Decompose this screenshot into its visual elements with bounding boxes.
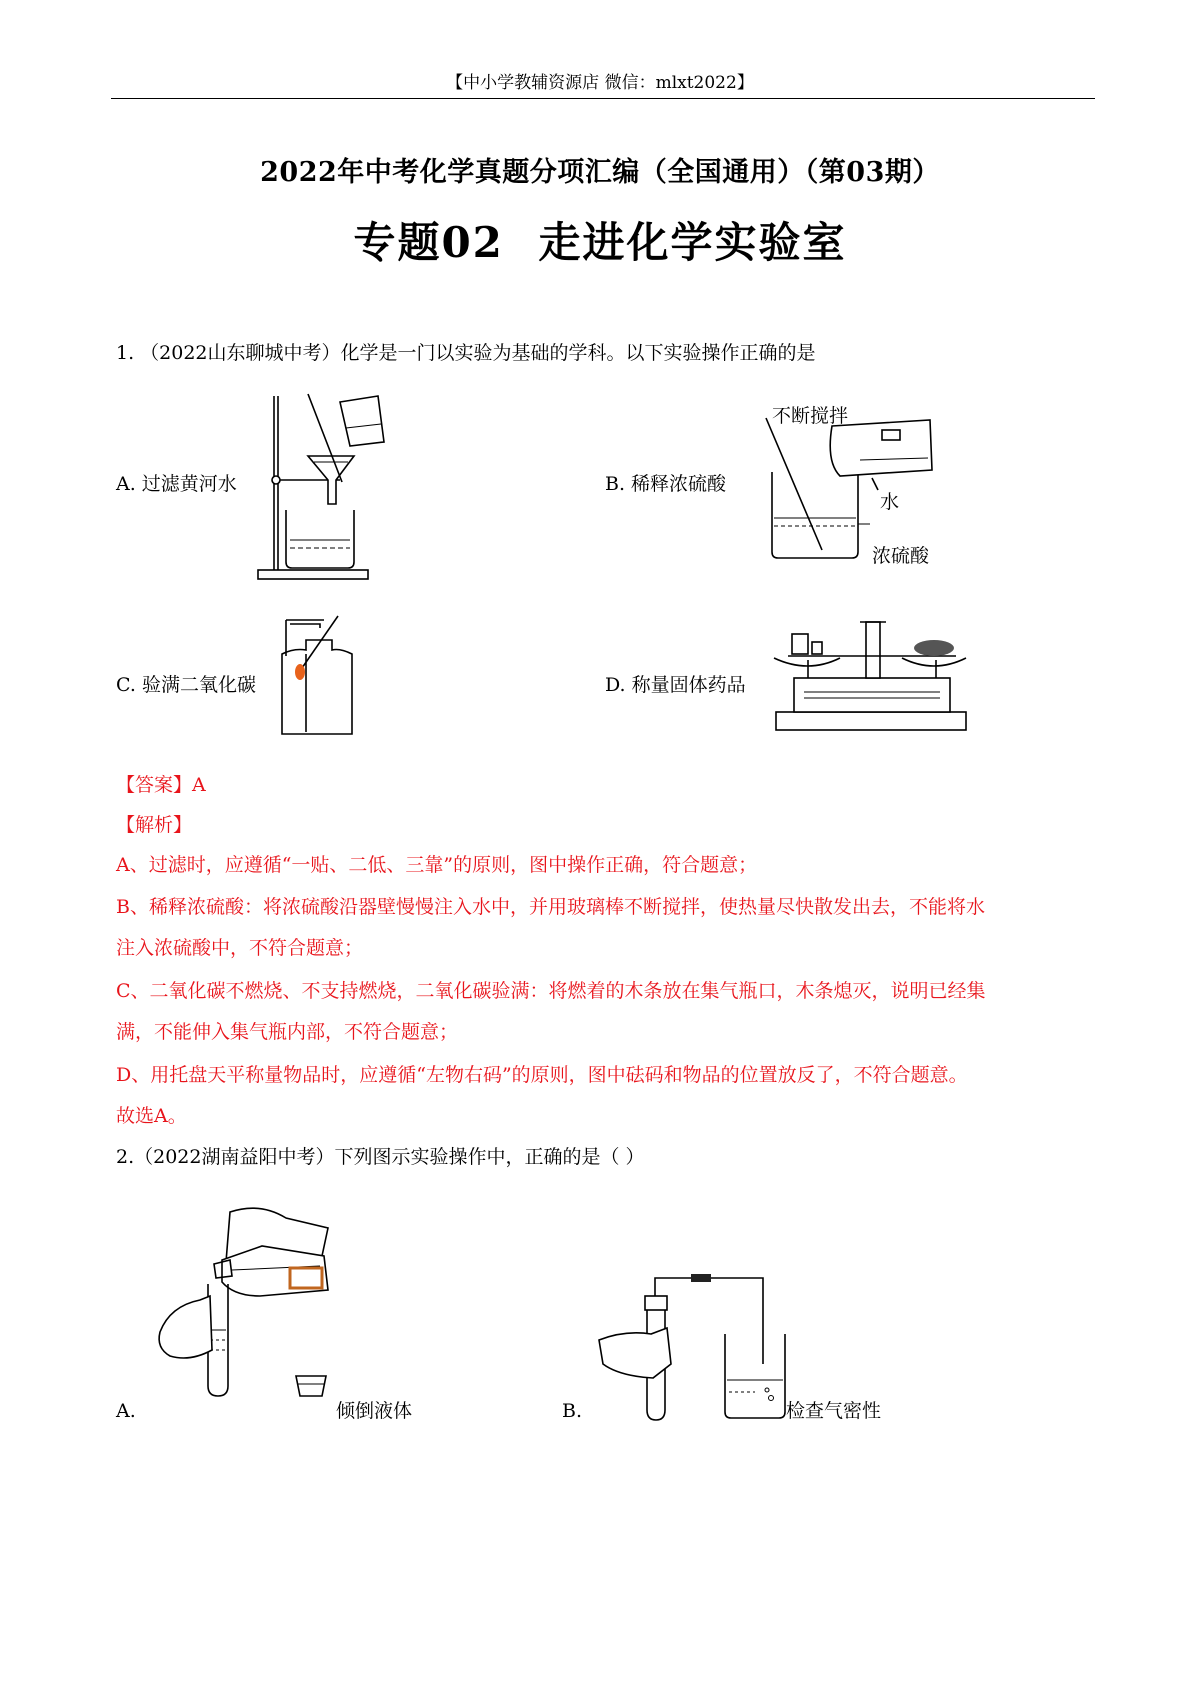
q2-option-b-letter: B. bbox=[562, 1400, 583, 1422]
q1-answer: 【答案】A bbox=[116, 774, 206, 796]
balance-icon bbox=[768, 616, 978, 736]
header-divider bbox=[111, 98, 1095, 99]
pouring-liquid-icon bbox=[150, 1200, 360, 1410]
doc-title: 专题02 走进化学实验室 bbox=[353, 218, 847, 267]
q1-option-a: A. 过滤黄河水 bbox=[116, 473, 237, 495]
stir-label: 不断搅拌 bbox=[772, 405, 849, 427]
q1-analysis-line: A、过滤时，应遵循“一贴、二低、三靠”的原则，图中操作正确，符合题意； bbox=[116, 854, 758, 876]
acid-label: 浓硫酸 bbox=[872, 545, 930, 567]
dilution-setup-icon bbox=[760, 400, 960, 570]
gas-bottle-splint-icon bbox=[280, 614, 360, 744]
page-header: 【中小学教辅资源店 微信：mlxt2022】 bbox=[446, 73, 754, 93]
airtightness-check-icon bbox=[595, 1268, 795, 1428]
q1-option-b: B. 稀释浓硫酸 bbox=[605, 473, 727, 495]
q1-stem: 1. （2022山东聊城中考）化学是一门以实验为基础的学科。以下实验操作正确的是 bbox=[116, 342, 816, 364]
q1-option-c: C. 验满二氧化碳 bbox=[116, 674, 256, 696]
q1-analysis-line: 故选A。 bbox=[116, 1105, 187, 1127]
q1-option-d: D. 称量固体药品 bbox=[605, 674, 746, 696]
q1-analysis-title: 【解析】 bbox=[116, 814, 193, 836]
q1-analysis-line: D、用托盘天平称量物品时，应遵循“左物右码”的原则，图中砝码和物品的位置放反了，不符合题意。 bbox=[116, 1064, 968, 1086]
q2-option-a-letter: A. bbox=[116, 1400, 136, 1422]
q1-analysis-line: 满，不能伸入集气瓶内部，不符合题意； bbox=[116, 1021, 459, 1043]
q2-option-b-label: 检查气密性 bbox=[786, 1400, 882, 1422]
filtration-setup-icon bbox=[250, 392, 400, 582]
q2-option-a-label: 倾倒液体 bbox=[336, 1400, 413, 1422]
q1-analysis-line: B、稀释浓硫酸：将浓硫酸沿器壁慢慢注入水中，并用玻璃棒不断搅拌，使热量尽快散发出去，不能将水 bbox=[116, 896, 985, 918]
water-label: 水 bbox=[880, 491, 900, 513]
q1-analysis-line: 注入浓硫酸中，不符合题意； bbox=[116, 937, 364, 959]
q1-analysis-line: C、二氧化碳不燃烧、不支持燃烧，二氧化碳验满：将燃着的木条放在集气瓶口，木条熄灭，说明已经集 bbox=[116, 980, 986, 1002]
q2-stem: 2.（2022湖南益阳中考）下列图示实验操作中，正确的是（ ） bbox=[116, 1146, 645, 1168]
doc-subtitle: 2022年中考化学真题分项汇编（全国通用）（第03期） bbox=[260, 157, 940, 188]
